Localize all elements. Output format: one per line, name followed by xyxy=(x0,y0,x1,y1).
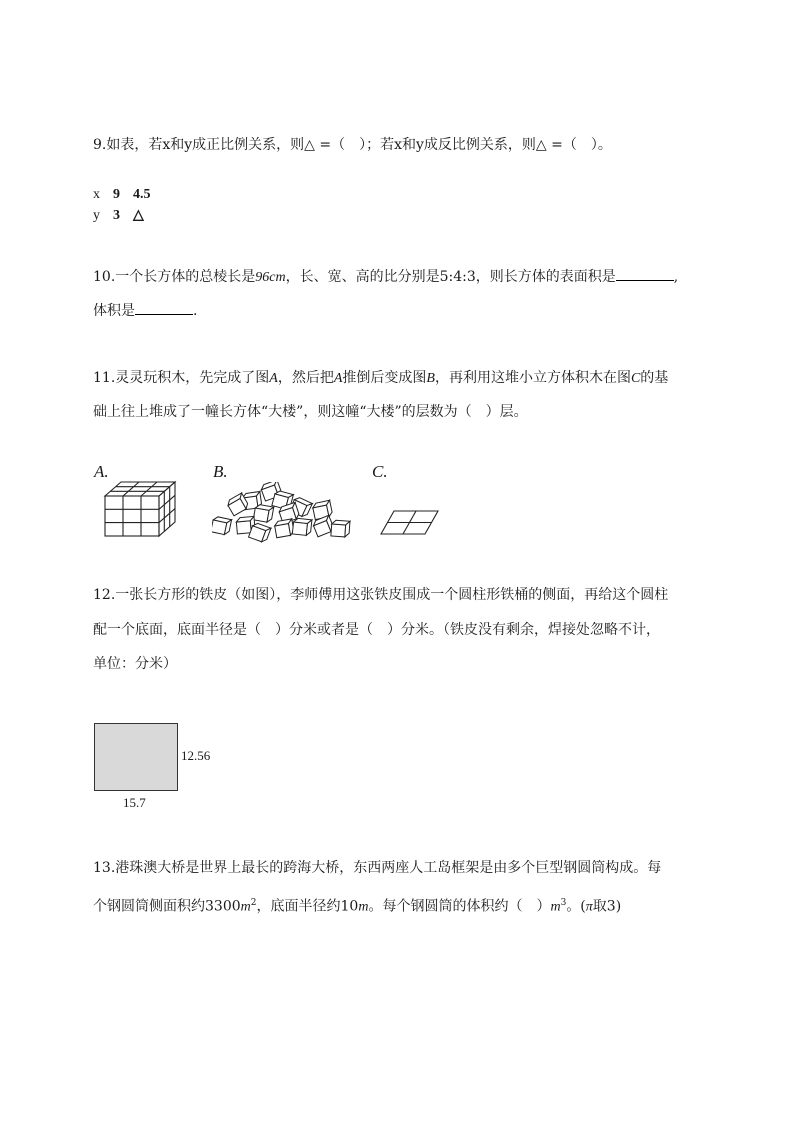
figure-ref: A xyxy=(333,371,343,386)
answer-blank[interactable] xyxy=(135,300,193,315)
side-length-label: 12.56 xyxy=(181,748,211,763)
question-12-line-1: 12.一张长方形的铁皮（如图），李师傅用这张铁皮围成一个圆柱形铁桶的侧面，再给这个圆柱 xyxy=(93,587,669,603)
q10-text: ，长、宽、高的比分别是5:4:3，则长方体的表面积是 xyxy=(285,269,616,285)
q11-text: ，再利用这堆小立方体积木在图 xyxy=(434,370,631,386)
q10-unit: cm xyxy=(269,270,286,285)
q13-text: 。每个钢圆筒的体积约（ ） xyxy=(368,898,551,915)
table-cell: y xyxy=(93,208,100,223)
grid-figure-c xyxy=(378,508,442,538)
ratio-table xyxy=(93,184,173,226)
table-cell: 9 xyxy=(113,187,120,202)
exponent: 2 xyxy=(250,898,257,908)
q13-text: 取3) xyxy=(592,898,622,915)
q11-text: 11.灵灵玩积木，先完成了图 xyxy=(93,370,270,386)
question-10-line-2 xyxy=(93,300,197,321)
q13-text: ，底面半径约10 xyxy=(256,898,359,915)
figure-a-label: A. xyxy=(94,462,109,481)
q13-text: 个钢圆筒侧面积约3300 xyxy=(93,898,241,915)
question-11-line-1 xyxy=(93,368,668,389)
table-cell: 4.5 xyxy=(133,187,151,202)
cube-pile-figure-b xyxy=(212,482,357,544)
pi-symbol: π xyxy=(585,899,593,915)
question-11-line-2: 础上往上堆成了一幢长方体“大楼”，则这幢“大楼”的层数为（ ）层。 xyxy=(93,404,528,420)
punctuation: , xyxy=(673,269,679,285)
figure-ref: A xyxy=(269,371,278,386)
cube-figure-a xyxy=(100,478,180,540)
figure-c-label: C. xyxy=(372,462,388,481)
q10-text: 体积是 xyxy=(93,303,135,319)
table-cell: △ xyxy=(133,208,144,223)
q11-text: ，然后把 xyxy=(277,370,334,386)
figure-b-label: B. xyxy=(213,462,228,481)
q11-text: 的基 xyxy=(640,370,669,386)
question-12-line-3: 单位：分米） xyxy=(93,656,177,672)
table-cell: x xyxy=(93,187,100,202)
q10-text: 10.一个长方体的总棱长是 xyxy=(93,269,256,285)
unit: m xyxy=(550,899,561,915)
unit: m xyxy=(240,899,251,915)
q13-text: 。( xyxy=(566,898,586,915)
bottom-length-label: 15.7 xyxy=(123,795,146,810)
exponent: 3 xyxy=(560,898,567,908)
figure-ref: C xyxy=(630,371,641,386)
question-10-line-1 xyxy=(93,266,678,288)
punctuation: . xyxy=(193,303,198,319)
table-row-y xyxy=(93,205,173,226)
table-cell: 3 xyxy=(113,208,120,223)
question-13-line-2 xyxy=(93,893,621,918)
unit: m xyxy=(358,899,369,915)
q10-value: 96 xyxy=(255,270,270,285)
q11-text: 推倒后变成图 xyxy=(342,370,427,386)
question-13-line-1: 13.港珠澳大桥是世界上最长的跨海大桥，东西两座人工岛框架是由多个巨型钢圆筒构成。每 xyxy=(93,860,662,876)
table-row-x xyxy=(93,184,173,205)
figure-ref: B xyxy=(426,371,435,386)
question-9-text: 9.如表，若x和y成正比例关系，则△ =（ ）；若x和y成反比例关系，则△ =（ ）。 xyxy=(93,137,612,153)
question-12-line-2: 配一个底面，底面半径是（ ）分米或者是（ ）分米。（铁皮没有剩余，焊接处忽略不计， xyxy=(93,622,660,638)
answer-blank[interactable] xyxy=(616,266,674,281)
iron-sheet-rectangle xyxy=(94,723,178,791)
